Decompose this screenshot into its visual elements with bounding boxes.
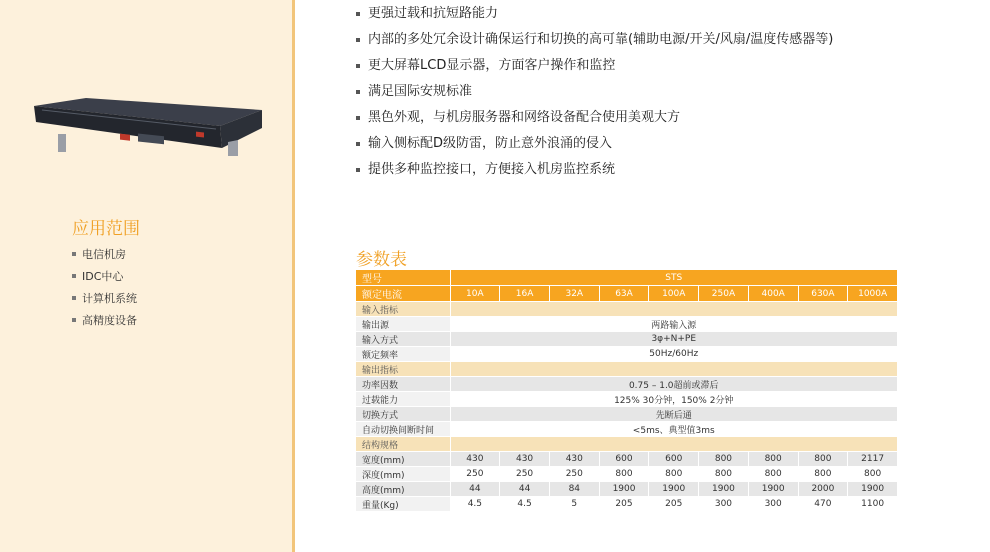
bullet-icon [356,168,360,172]
table-row [356,377,898,392]
weight-cell: 300 [748,497,798,512]
feature-item: 提供多种监控接口，方便接入机房监控系统 [356,159,916,180]
application-list [72,244,137,332]
table-row [356,362,898,377]
width-cell: 430 [450,452,500,467]
depth-cell: 250 [500,467,550,482]
current-cell: 100A [649,286,699,302]
sidebar-divider [292,0,295,552]
height-cell: 1900 [848,482,898,497]
weight-cell: 205 [649,497,699,512]
row-label: 重量(Kg) [356,497,450,512]
feature-item: 更强过载和抗短路能力 [356,3,916,24]
current-cell: 400A [748,286,798,302]
row-label: 宽度(mm) [356,452,450,467]
list-item: 计算机系统 [72,288,137,310]
table-row [356,437,898,452]
table-row [356,317,898,332]
depth-cell: 800 [848,467,898,482]
bullet-icon [356,116,360,120]
depth-cell: 800 [699,467,749,482]
model-label: 型号 [356,270,450,286]
bullet-icon [356,90,360,94]
model-value: STS [450,270,898,286]
row-label: 自动切换间断时间 [356,422,450,437]
table-row [356,302,898,317]
row-value: 0.75 – 1.0超前或滞后 [450,377,898,392]
bullet-icon [72,274,76,278]
width-cell: 800 [699,452,749,467]
current-cell: 10A [450,286,500,302]
current-cell: 630A [798,286,848,302]
current-cell: 1000A [848,286,898,302]
row-value: 先断后通 [450,407,898,422]
depth-cell: 250 [450,467,500,482]
table-row [356,332,898,347]
weight-cell: 470 [798,497,848,512]
row-value: 3φ+N+PE [450,332,898,347]
table-row [356,392,898,407]
table-row [356,467,898,482]
width-cell: 800 [798,452,848,467]
weight-cell: 205 [599,497,649,512]
row-label: 输出源 [356,317,450,332]
depth-cell: 800 [649,467,699,482]
table-row [356,497,898,512]
height-cell: 2000 [798,482,848,497]
row-value: <5ms、典型值3ms [450,422,898,437]
table-row [356,482,898,497]
current-cell: 16A [500,286,550,302]
table-row [356,422,898,437]
row-value: 50Hz/60Hz [450,347,898,362]
feature-item: 更大屏幕LCD显示器，方面客户操作和监控 [356,55,916,76]
table-row [356,286,898,302]
bullet-icon [356,12,360,16]
row-value: 两路输入源 [450,317,898,332]
params-title: 参数表 [356,250,407,270]
table-row [356,347,898,362]
bullet-icon [72,318,76,322]
width-cell: 2117 [848,452,898,467]
current-cell: 32A [549,286,599,302]
weight-cell: 300 [699,497,749,512]
depth-cell: 800 [798,467,848,482]
feature-item: 输入侧标配D级防雷，防止意外浪涌的侵入 [356,133,916,154]
section-label: 结构规格 [356,437,450,452]
feature-item: 内部的多处冗余设计确保运行和切换的高可靠(辅助电源/开关/风扇/温度传感器等) [356,29,916,50]
row-value: 125% 30分钟，150% 2分钟 [450,392,898,407]
feature-list [356,3,916,185]
current-label: 额定电流 [356,286,450,302]
height-cell: 1900 [748,482,798,497]
height-cell: 1900 [649,482,699,497]
product-image [28,96,268,158]
width-cell: 430 [500,452,550,467]
row-label: 切换方式 [356,407,450,422]
depth-cell: 800 [748,467,798,482]
section-label: 输出指标 [356,362,450,377]
row-label: 额定频率 [356,347,450,362]
list-item: 电信机房 [72,244,137,266]
table-row [356,270,898,286]
bullet-icon [356,38,360,42]
weight-cell: 4.5 [500,497,550,512]
spec-table [356,270,898,512]
width-cell: 430 [549,452,599,467]
section-label: 输入指标 [356,302,450,317]
height-cell: 44 [500,482,550,497]
feature-item: 满足国际安规标准 [356,81,916,102]
bullet-icon [72,296,76,300]
sidebar [0,0,292,552]
weight-cell: 1100 [848,497,898,512]
width-cell: 600 [599,452,649,467]
application-scope-title: 应用范围 [72,219,140,239]
depth-cell: 800 [599,467,649,482]
depth-cell: 250 [549,467,599,482]
current-cell: 63A [599,286,649,302]
height-cell: 1900 [699,482,749,497]
row-label: 高度(mm) [356,482,450,497]
width-cell: 600 [649,452,699,467]
width-cell: 800 [748,452,798,467]
feature-item: 黑色外观，与机房服务器和网络设备配合使用美观大方 [356,107,916,128]
weight-cell: 5 [549,497,599,512]
row-label: 功率因数 [356,377,450,392]
weight-cell: 4.5 [450,497,500,512]
list-item: 高精度设备 [72,310,137,332]
height-cell: 1900 [599,482,649,497]
bullet-icon [72,252,76,256]
current-cell: 250A [699,286,749,302]
bullet-icon [356,64,360,68]
height-cell: 44 [450,482,500,497]
row-label: 深度(mm) [356,467,450,482]
height-cell: 84 [549,482,599,497]
table-row [356,407,898,422]
row-label: 过载能力 [356,392,450,407]
table-row [356,452,898,467]
bullet-icon [356,142,360,146]
row-label: 输入方式 [356,332,450,347]
list-item: IDC中心 [72,266,137,288]
